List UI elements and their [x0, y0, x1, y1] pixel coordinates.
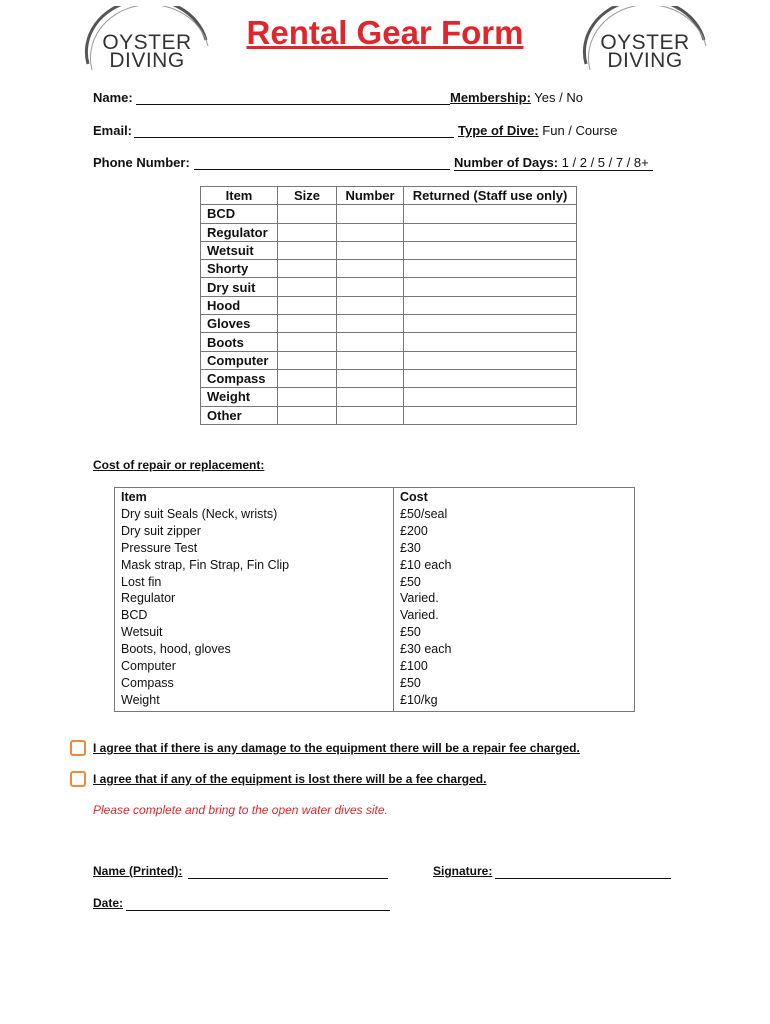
damage-agree-checkbox[interactable] [70, 740, 86, 756]
name-printed-label: Name (Printed): [93, 864, 183, 878]
table-row [201, 333, 577, 351]
gear-item: Wetsuit [201, 241, 278, 259]
table-row [201, 296, 577, 314]
cost-value: £30 [400, 540, 421, 555]
cost-value: £50 [400, 625, 421, 640]
size-cell[interactable] [278, 278, 337, 296]
lost-agree-text: I agree that if any of the equipment is lost there will be a fee charged. [93, 772, 487, 786]
gear-item: BCD [201, 205, 278, 223]
cost-value: £50 [400, 675, 421, 690]
gear-item: Computer [201, 351, 278, 369]
number-cell[interactable] [337, 296, 404, 314]
cost-table-title: Cost of repair or replacement: [93, 458, 265, 472]
dive-type-option[interactable] [458, 123, 617, 138]
gear-item: Weight [201, 388, 278, 406]
gear-item: Gloves [201, 315, 278, 333]
gear-item: Boots [201, 333, 278, 351]
days-option[interactable] [454, 155, 653, 171]
table-row [201, 260, 577, 278]
gear-item: Regulator [201, 223, 278, 241]
cost-value: £200 [400, 523, 428, 538]
number-cell[interactable] [337, 205, 404, 223]
size-cell[interactable] [278, 241, 337, 259]
membership-option[interactable] [450, 90, 583, 105]
gear-header-item: Item [201, 187, 278, 205]
table-row [201, 369, 577, 387]
returned-cell[interactable] [404, 260, 577, 278]
cost-item: BCD [121, 608, 148, 623]
size-cell[interactable] [278, 351, 337, 369]
table-row [201, 351, 577, 369]
lost-agree-checkbox[interactable] [70, 771, 86, 787]
cost-value: £10/kg [400, 692, 438, 707]
gear-item: Hood [201, 296, 278, 314]
logo-line1: OYSTER [102, 31, 192, 54]
phone-field[interactable] [194, 155, 450, 170]
number-cell[interactable] [337, 388, 404, 406]
size-cell[interactable] [278, 315, 337, 333]
cost-items-column [115, 506, 394, 711]
logo-line2: DIVING [607, 49, 683, 72]
signature-label: Signature: [433, 864, 493, 878]
cost-item: Weight [121, 692, 160, 707]
returned-cell[interactable] [404, 388, 577, 406]
size-cell[interactable] [278, 223, 337, 241]
cost-value: £50/seal [400, 506, 448, 521]
returned-cell[interactable] [404, 333, 577, 351]
returned-cell[interactable] [404, 223, 577, 241]
table-row [201, 315, 577, 333]
gear-item: Compass [201, 369, 278, 387]
table-row [201, 205, 577, 223]
cost-header-item: Item [115, 488, 394, 506]
cost-item: Pressure Test [121, 540, 198, 555]
returned-cell[interactable] [404, 278, 577, 296]
dive-type-label: Type of Dive: [458, 123, 539, 138]
date-field[interactable] [126, 896, 390, 911]
gear-item: Other [201, 406, 278, 424]
table-row [201, 406, 577, 424]
page-title: Rental Gear Form [246, 14, 524, 51]
cost-value: Varied. [400, 591, 439, 606]
number-cell[interactable] [337, 223, 404, 241]
name-printed-field[interactable] [188, 864, 388, 879]
name-label: Name: [93, 90, 133, 105]
cost-item: Boots, hood, gloves [121, 642, 231, 657]
days-options[interactable]: 1 / 2 / 5 / 7 / 8+ [561, 155, 649, 170]
number-cell[interactable] [337, 241, 404, 259]
oyster-diving-logo-right [580, 6, 710, 72]
table-row [201, 278, 577, 296]
gear-table [200, 186, 577, 425]
returned-cell[interactable] [404, 406, 577, 424]
cost-table-body [115, 506, 635, 711]
size-cell[interactable] [278, 205, 337, 223]
gear-item: Dry suit [201, 278, 278, 296]
cost-item: Compass [121, 675, 174, 690]
gear-header-returned: Returned (Staff use only) [404, 187, 577, 205]
cost-value: £50 [400, 574, 421, 589]
signature-field[interactable] [495, 864, 671, 879]
oyster-diving-logo-left [82, 6, 212, 72]
returned-cell[interactable] [404, 369, 577, 387]
logo-line1: OYSTER [600, 31, 690, 54]
cost-values-column [394, 506, 635, 711]
returned-cell[interactable] [404, 205, 577, 223]
cost-item: Computer [121, 659, 176, 674]
dive-type-options[interactable]: Fun / Course [542, 123, 618, 138]
cost-value: £10 each [400, 557, 452, 572]
email-field[interactable] [134, 123, 454, 138]
cost-header-cost: Cost [394, 488, 635, 506]
returned-cell[interactable] [404, 296, 577, 314]
cost-value: £100 [400, 659, 428, 674]
days-label: Number of Days: [454, 155, 559, 170]
returned-cell[interactable] [404, 241, 577, 259]
instruction-note: Please complete and bring to the open water dives site. [93, 803, 388, 817]
cost-item: Mask strap, Fin Strap, Fin Clip [121, 557, 290, 572]
returned-cell[interactable] [404, 351, 577, 369]
damage-agree-text: I agree that if there is any damage to the equipment there will be a repair fee charged. [93, 741, 580, 755]
number-cell[interactable] [337, 351, 404, 369]
gear-item: Shorty [201, 260, 278, 278]
cost-item: Regulator [121, 591, 176, 606]
size-cell[interactable] [278, 333, 337, 351]
cost-value: £30 each [400, 642, 452, 657]
table-row [201, 388, 577, 406]
cost-item: Wetsuit [121, 625, 163, 640]
gear-header-number: Number [337, 187, 404, 205]
number-cell[interactable] [337, 278, 404, 296]
size-cell[interactable] [278, 388, 337, 406]
cost-value: Varied. [400, 608, 439, 623]
cost-table-header [115, 488, 635, 506]
number-cell[interactable] [337, 260, 404, 278]
returned-cell[interactable] [404, 315, 577, 333]
size-cell[interactable] [278, 296, 337, 314]
name-field[interactable] [136, 90, 450, 105]
gear-table-header [201, 187, 577, 205]
phone-label: Phone Number: [93, 155, 190, 170]
table-row [201, 241, 577, 259]
membership-label: Membership: [450, 90, 531, 105]
cost-item: Lost fin [121, 574, 162, 589]
date-label: Date: [93, 896, 124, 910]
logo-line2: DIVING [109, 49, 185, 72]
cost-item: Dry suit zipper [121, 523, 201, 538]
size-cell[interactable] [278, 260, 337, 278]
number-cell[interactable] [337, 369, 404, 387]
number-cell[interactable] [337, 333, 404, 351]
number-cell[interactable] [337, 315, 404, 333]
membership-options[interactable]: Yes / No [534, 90, 583, 105]
gear-header-size: Size [278, 187, 337, 205]
number-cell[interactable] [337, 406, 404, 424]
cost-table [114, 487, 635, 712]
size-cell[interactable] [278, 406, 337, 424]
email-label: Email: [93, 123, 133, 138]
cost-item: Dry suit Seals (Neck, wrists) [121, 506, 278, 521]
size-cell[interactable] [278, 369, 337, 387]
table-row [201, 223, 577, 241]
